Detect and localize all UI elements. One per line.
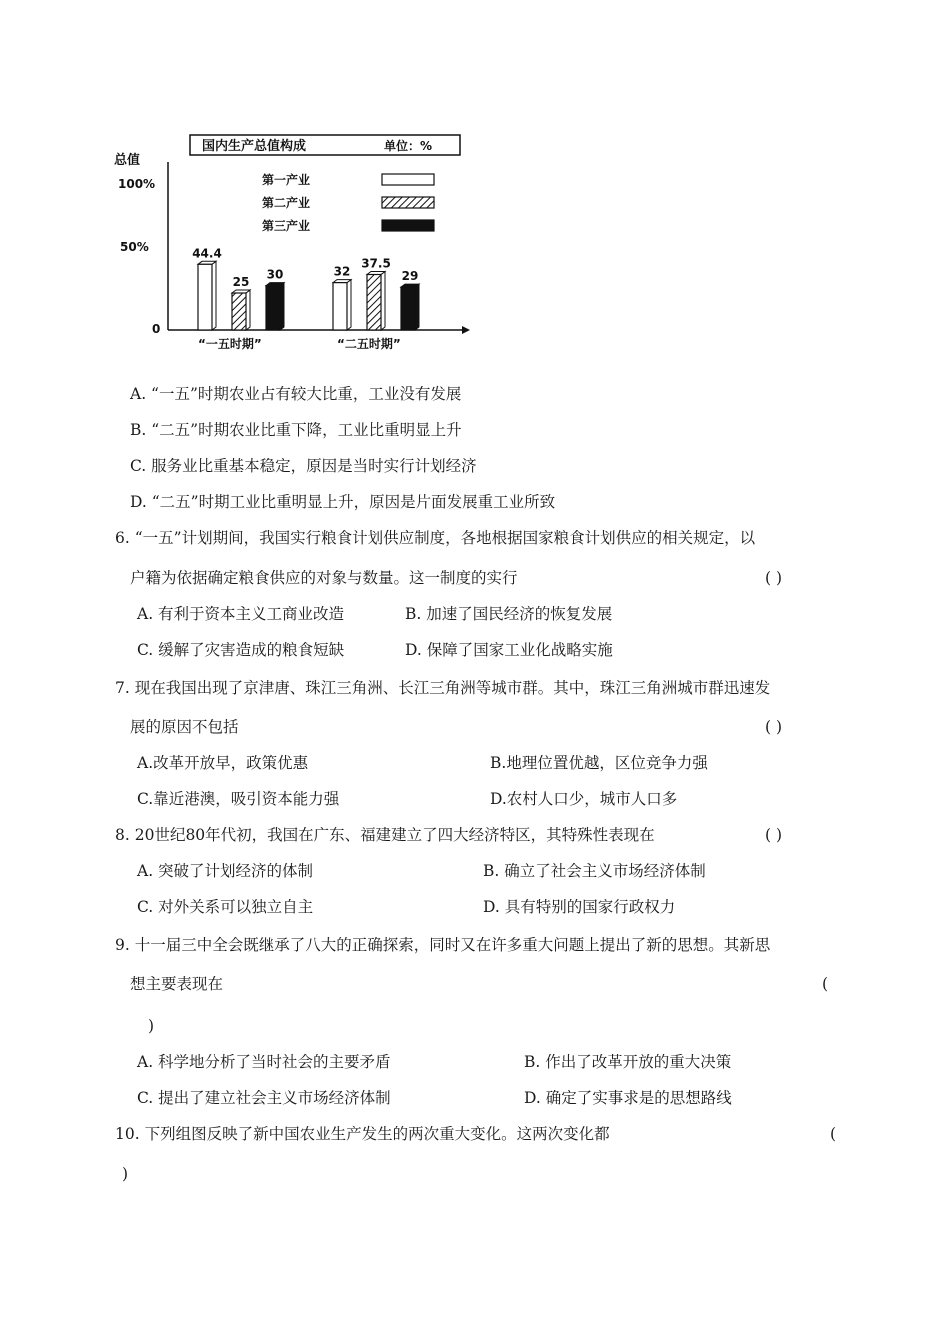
option-7c: C.靠近港澳，吸引资本能力强: [137, 790, 340, 808]
bar-side-primary-2: [347, 280, 351, 330]
question-6-cont: 户籍为依据确定粮食供应的对象与数量。这一制度的实行: [130, 569, 518, 587]
answer-paren-7: ( ): [765, 718, 783, 736]
category-label-2: “二五时期”: [337, 337, 401, 351]
y-tick-50: 50%: [120, 240, 149, 254]
option-9a: A. 科学地分析了当时社会的主要矛盾: [137, 1053, 391, 1071]
legend-label-secondary: 第二产业: [262, 196, 311, 210]
bar-value-label-primary-2: 32: [333, 264, 351, 279]
bar-secondary-1: [232, 293, 246, 330]
legend-label-primary: 第一产业: [262, 173, 311, 187]
answer-paren-10-open: (: [830, 1125, 837, 1143]
x-axis-arrow: [462, 326, 470, 334]
option-8a: A. 突破了计划经济的体制: [137, 862, 314, 880]
option-5a: A. “一五”时期农业占有较大比重，工业没有发展: [130, 385, 462, 403]
category-label-1: “一五时期”: [198, 337, 262, 351]
question-9: 9. 十一届三中全会既继承了八大的正确探索，同时又在许多重大问题上提出了新的思想。其新思: [115, 936, 771, 954]
bar-value-label-secondary-2: 37.5: [361, 256, 391, 271]
answer-paren-10-close: ): [122, 1165, 129, 1183]
legend-swatch-tertiary: [382, 220, 434, 231]
answer-paren-8: ( ): [765, 826, 783, 844]
option-6c: C. 缓解了灾害造成的粮食短缺: [137, 641, 345, 659]
bar-side-tertiary-2: [415, 284, 419, 330]
option-8c: C. 对外关系可以独立自主: [137, 898, 314, 916]
answer-paren-9-close: ): [148, 1017, 155, 1035]
answer-paren-6: ( ): [765, 569, 783, 587]
y-tick-100: 100%: [118, 177, 156, 191]
bar-side-tertiary-1: [280, 283, 284, 330]
option-6d: D. 保障了国家工业化战略实施: [405, 641, 613, 659]
option-9c: C. 提出了建立社会主义市场经济体制: [137, 1089, 391, 1107]
legend-swatch-secondary: [382, 197, 434, 208]
question-7: 7. 现在我国出现了京津唐、珠江三角洲、长江三角洲等城市群。其中，珠江三角洲城市群迅速发: [115, 679, 771, 697]
question-7-cont: 展的原因不包括: [130, 718, 239, 736]
answer-paren-9-open: (: [822, 975, 829, 993]
option-5d: D. “二五”时期工业比重明显上升，原因是片面发展重工业所致: [130, 493, 556, 511]
question-9-cont: 想主要表现在: [130, 975, 224, 993]
bar-value-label-tertiary-1: 30: [266, 267, 284, 282]
y-tick-0: 0: [152, 322, 161, 336]
option-7d: D.农村人口少，城市人口多: [490, 790, 678, 808]
bar-side-secondary-1: [246, 290, 250, 330]
chart-unit: 单位：%: [384, 139, 433, 153]
option-6a: A. 有利于资本主义工商业改造: [137, 605, 345, 623]
legend-swatch-primary: [382, 174, 434, 185]
y-axis-label: 总值: [114, 153, 141, 168]
option-8d: D. 具有特别的国家行政权力: [483, 898, 676, 916]
option-9b: B. 作出了改革开放的重大决策: [524, 1053, 732, 1071]
option-8b: B. 确立了社会主义市场经济体制: [483, 862, 706, 880]
legend-label-tertiary: 第三产业: [262, 219, 311, 233]
bar-side-secondary-2: [381, 272, 385, 331]
option-7a: A.改革开放早，政策优惠: [137, 754, 309, 772]
option-9d: D. 确定了实事求是的思想路线: [524, 1089, 732, 1107]
bar-tertiary-2: [401, 287, 415, 330]
chart-title: 国内生产总值构成: [202, 139, 307, 154]
gdp-composition-chart: [112, 126, 472, 356]
option-5c: C. 服务业比重基本稳定，原因是当时实行计划经济: [130, 457, 477, 475]
option-7b: B.地理位置优越，区位竞争力强: [490, 754, 708, 772]
option-6b: B. 加速了国民经济的恢复发展: [405, 605, 613, 623]
bar-secondary-2: [367, 275, 381, 331]
question-10: 10. 下列组图反映了新中国农业生产发生的两次重大变化。这两次变化都: [115, 1125, 610, 1143]
bar-value-label-tertiary-2: 29: [401, 269, 419, 284]
question-8: 8. 20世纪80年代初，我国在广东、福建建立了四大经济特区，其特殊性表现在: [115, 826, 655, 844]
bar-value-label-secondary-1: 25: [232, 275, 250, 289]
option-5b: B. “二五”时期农业比重下降，工业比重明显上升: [130, 421, 462, 439]
bar-value-label-primary-1: 44.4: [192, 246, 222, 261]
bar-primary-1: [198, 264, 212, 330]
question-6: 6. “一五”计划期间，我国实行粮食计划供应制度，各地根据国家粮食计划供应的相关规定，以: [115, 529, 756, 547]
bar-primary-2: [333, 283, 347, 330]
bar-side-primary-1: [212, 261, 216, 330]
bar-tertiary-1: [266, 286, 280, 330]
